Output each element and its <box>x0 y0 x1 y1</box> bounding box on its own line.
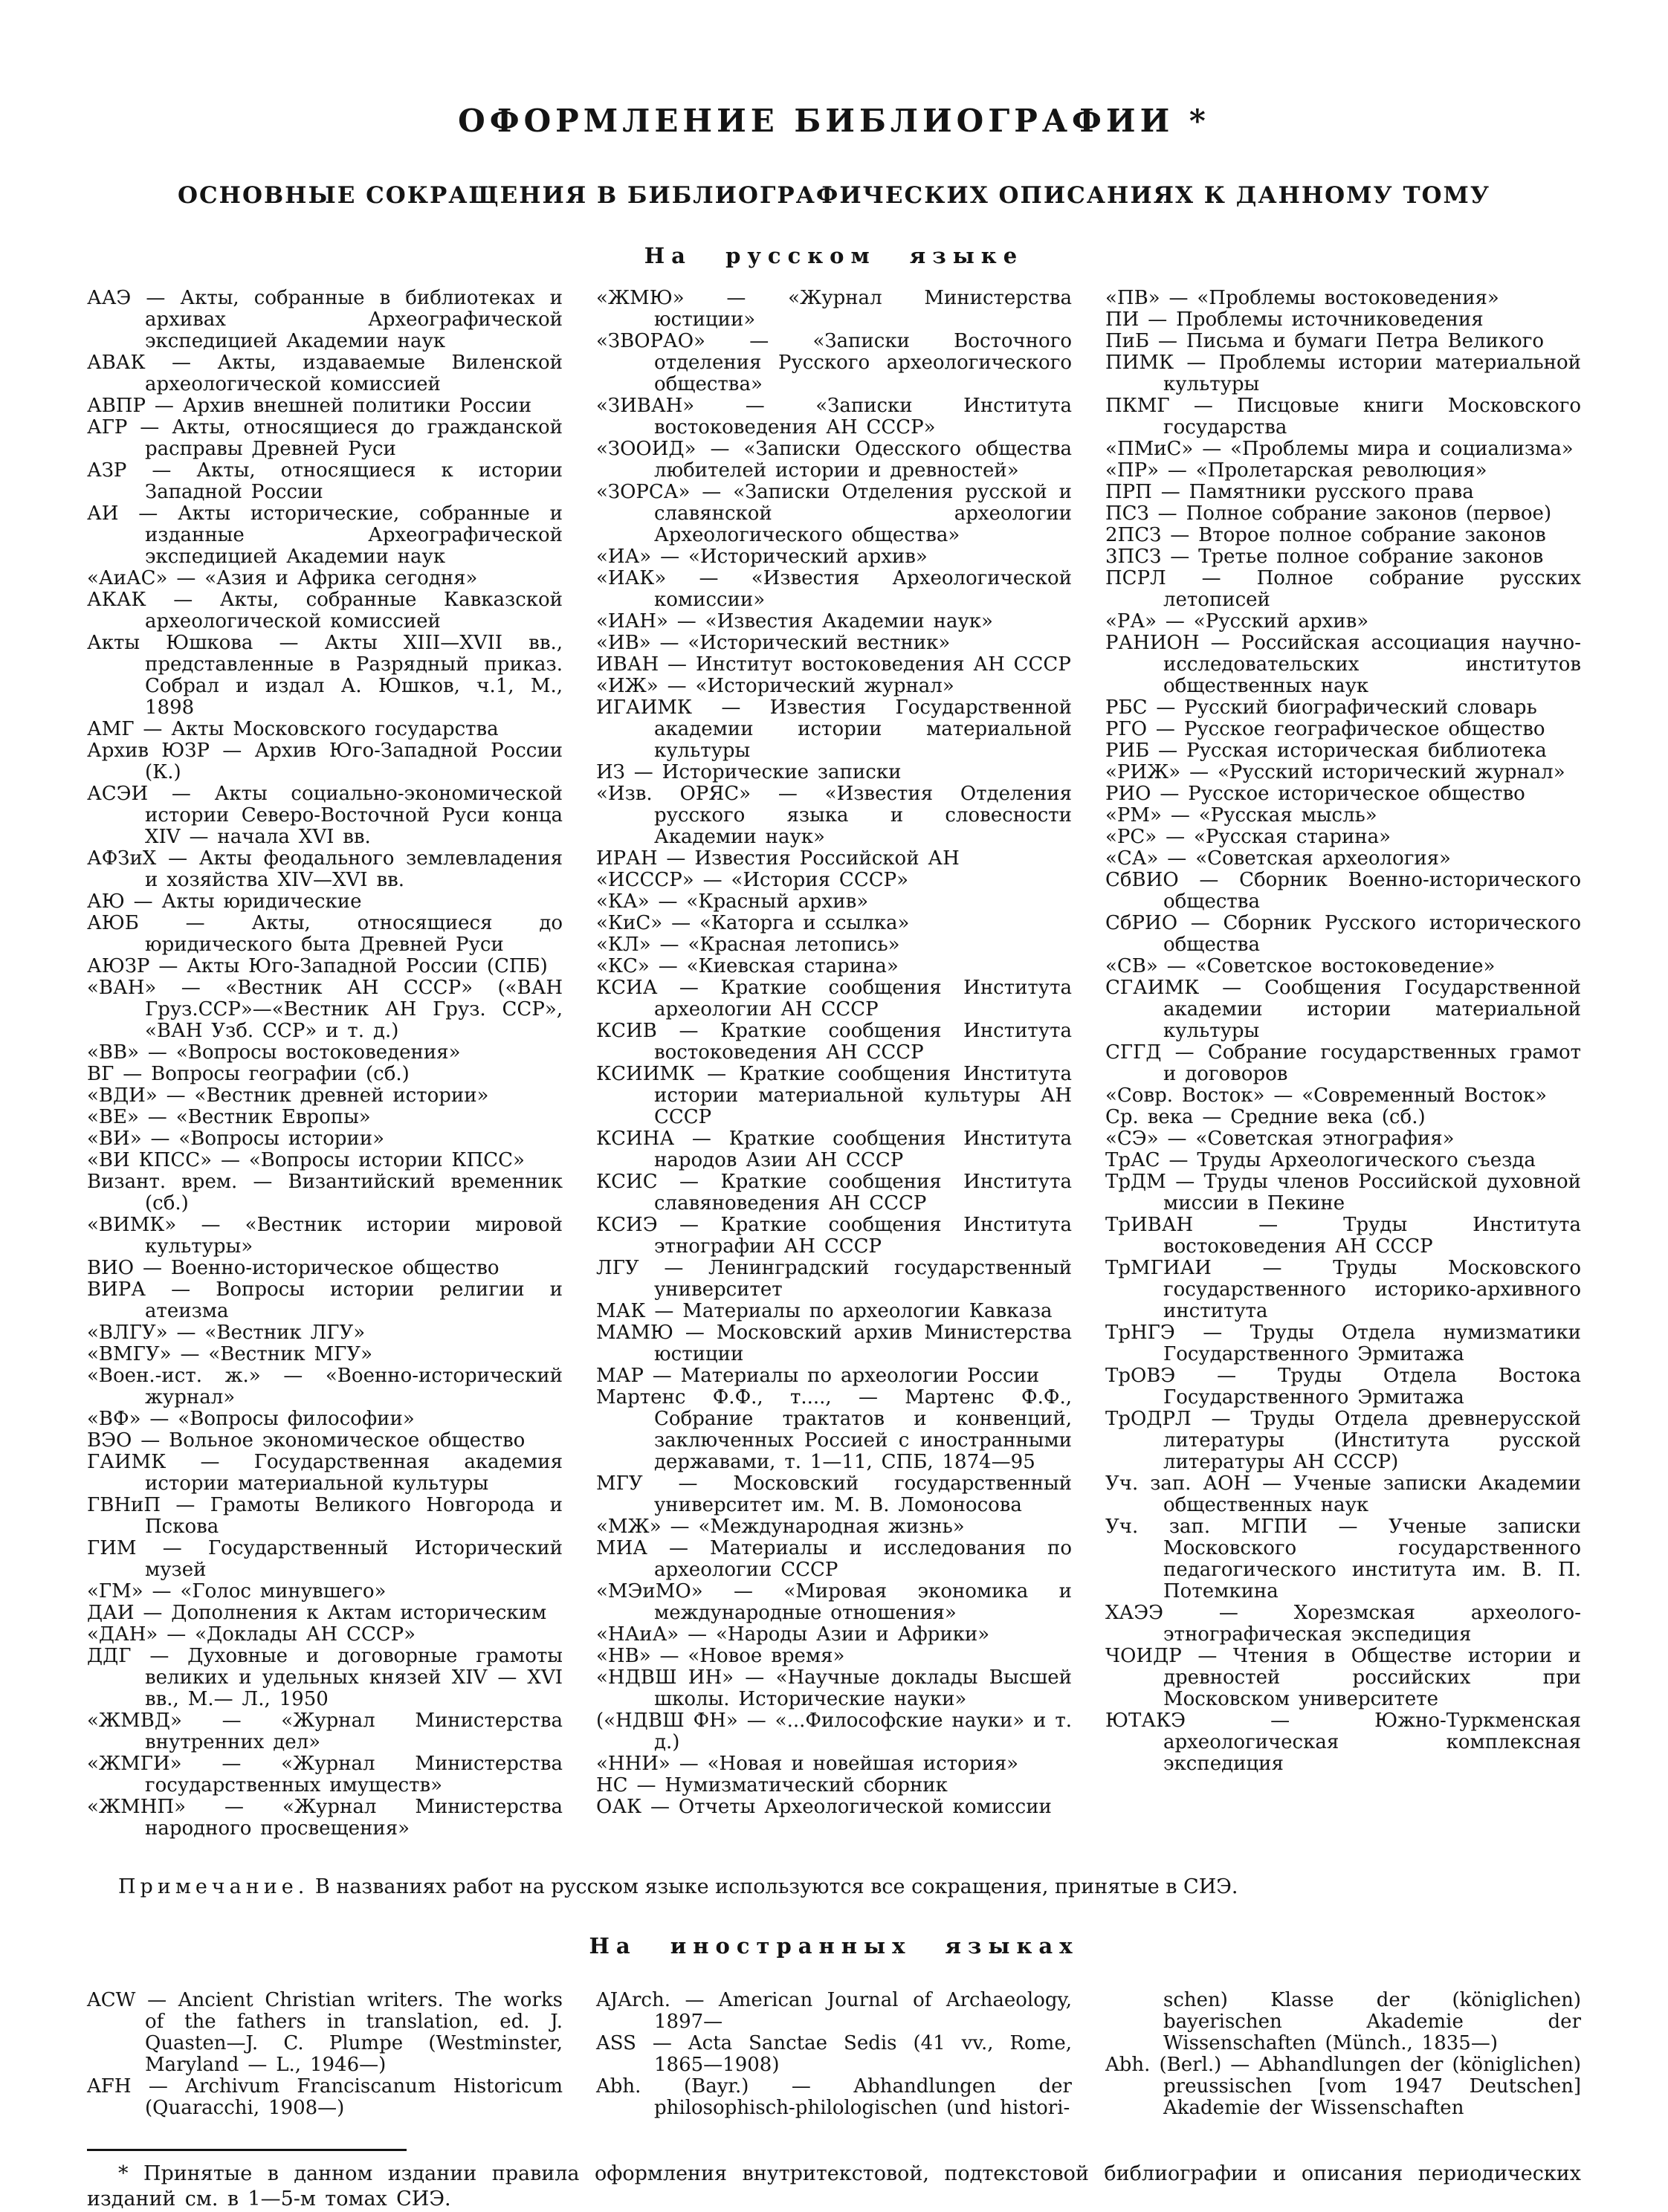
section-heading-foreign: На иностранных языках <box>589 1933 1079 1959</box>
list-item: СГАИМК — Сообщения Государственной академии истории материальной культуры <box>1105 977 1581 1042</box>
list-item: «ВВ» — «Вопросы востоковедения» <box>87 1041 461 1064</box>
list-item: АВПР — Архив внешней политики России <box>87 395 532 417</box>
list-item: КСИА — Краткие сообщения Института археологии АН СССР <box>596 977 1072 1021</box>
list-item: «ПМиС» — «Проблемы мира и социализма» <box>1105 438 1574 460</box>
list-item: ТрОВЭ — Труды Отдела Востока Государственного Эрмитажа <box>1105 1365 1581 1409</box>
list-item: «НАиА» — «Народы Азии и Африки» <box>596 1623 990 1646</box>
list-item: ТрОДРЛ — Труды Отдела древнерусской литературы (Института русской литературы АН СССР) <box>1105 1408 1581 1473</box>
list-item: «ИВ» — «Исторический вестник» <box>596 632 951 654</box>
list-item: Abh. (Berl.) — Abhandlungen der (königlichen) preussischen [vom 1947 Deutschen] Akademie der Wissenschaften <box>1105 2054 1581 2119</box>
list-item: АЮЗР — Акты Юго-Западной России (СПБ) <box>87 955 548 977</box>
list-item: «ЖМВД» — «Журнал Министерства внутренних дел» <box>87 1710 563 1753</box>
list-item: ОАК — Отчеты Археологической комиссии <box>596 1796 1052 1818</box>
list-item: «ИСССР» — «История СССР» <box>596 869 909 891</box>
note <box>87 1875 1581 1899</box>
list-item: ААЭ — Акты, собранные в библиотеках и архивах Археографической экспедицией Академии наук <box>87 287 563 352</box>
list-item: КСИНА — Краткие сообщения Института народов Азии АН СССР <box>596 1128 1072 1171</box>
list-item: «СА» — «Советская археология» <box>1105 847 1451 870</box>
list-item: 2ПСЗ — Второе полное собрание законов <box>1105 524 1546 546</box>
list-item: 3ПСЗ — Третье полное собрание законов <box>1105 546 1544 568</box>
russian-abbreviation-columns <box>87 288 1581 1840</box>
list-item: КСИИМК — Краткие сообщения Института истории материальной культуры АН СССР <box>596 1063 1072 1128</box>
list-item: «ВМГУ» — «Вестник МГУ» <box>87 1343 373 1365</box>
page-subtitle: ОСНОВНЫЕ СОКРАЩЕНИЯ В БИБЛИОГРАФИЧЕСКИХ ОПИСАНИЯХ К ДАННОМУ ТОМУ <box>177 182 1490 209</box>
list-item: «РИЖ» — «Русский исторический журнал» <box>1105 761 1565 783</box>
list-item: «ЖМЮ» — «Журнал Министерства юстиции» <box>596 287 1072 331</box>
abbreviation-column-2 <box>596 288 1072 1840</box>
list-item: АМГ — Акты Московского государства <box>87 718 499 740</box>
note-label: Примечание. <box>118 1875 309 1898</box>
list-item: «НДВШ ИН» — «Научные доклады Высшей школы. Исторические науки» <box>596 1666 1072 1710</box>
list-item: «КиС» — «Каторга и ссылка» <box>596 912 910 934</box>
list-item: ГВНиП — Грамоты Великого Новгорода и Пскова <box>87 1494 563 1538</box>
list-item: ASS — Acta Sanctae Sedis (41 vv., Rome, 1865—1908) <box>596 2032 1072 2076</box>
list-item: «ВЕ» — «Вестник Европы» <box>87 1106 371 1128</box>
list-item: МИА — Материалы и исследования по археологии СССР <box>596 1537 1072 1581</box>
list-item: ПРП — Памятники русского права <box>1105 481 1474 503</box>
list-item: «ИАН» — «Известия Академии наук» <box>596 610 993 633</box>
list-item: ИЗ — Исторические записки <box>596 761 902 783</box>
list-item: КСИВ — Краткие сообщения Института востоковедения АН СССР <box>596 1020 1072 1064</box>
list-item: МАМЮ — Московский архив Министерства юстиции <box>596 1322 1072 1365</box>
list-item: «ИЖ» — «Исторический журнал» <box>596 675 954 697</box>
list-item: «Воен.-ист. ж.» — «Военно-исторический журнал» <box>87 1365 563 1409</box>
note-text: В названиях работ на русском языке используются все сокращения, принятые в СИЭ. <box>314 1875 1238 1898</box>
list-item: АЮ — Акты юридические <box>87 890 362 913</box>
list-item: «ГМ» — «Голос минувшего» <box>87 1580 387 1603</box>
list-item: «ВЛГУ» — «Вестник ЛГУ» <box>87 1322 366 1344</box>
list-item: Мартенс Ф.Ф., т...., — Мартенс Ф.Ф., Собрание трактатов и конвенций, заключенных Россией с иностранными державами, т. 1—11, СПБ, 1874—95 <box>596 1386 1072 1473</box>
list-item: «ВИ КПСС» — «Вопросы истории КПСС» <box>87 1149 525 1171</box>
list-item: КСИС — Краткие сообщения Института славяноведения АН СССР <box>596 1171 1072 1215</box>
list-item: Уч. зап. МГПИ — Ученые записки Московского государственного педагогического института им. В. П. Потемкина <box>1105 1516 1581 1603</box>
list-item: ДАИ — Дополнения к Актам историческим <box>87 1602 547 1624</box>
list-item: «КЛ» — «Красная летопись» <box>596 934 900 956</box>
list-item: «ВИ» — «Вопросы истории» <box>87 1128 384 1150</box>
list-item: АФЗиХ — Акты феодального землевладения и хозяйства XIV—XVI вв. <box>87 847 563 891</box>
list-item: ТрМГИАИ — Труды Московского государственного историко-архивного института <box>1105 1257 1581 1322</box>
list-item: «ВИМК» — «Вестник истории мировой культуры» <box>87 1214 563 1258</box>
list-item: «МЭиМО» — «Мировая экономика и международные отношения» <box>596 1580 1072 1624</box>
list-item: «ННИ» — «Новая и новейшая история» <box>596 1753 1019 1775</box>
list-item: ДДГ — Духовные и договорные грамоты великих и удельных князей XIV — XVI вв., М.— Л., 1950 <box>87 1645 563 1710</box>
list-item: МАК — Материалы по археологии Кавказа <box>596 1300 1053 1322</box>
list-item: «ВДИ» — «Вестник древней истории» <box>87 1084 489 1107</box>
list-item: ВИО — Военно-историческое общество <box>87 1257 500 1279</box>
list-item: ПИ — Проблемы источниковедения <box>1105 308 1484 331</box>
list-item: «КА» — «Красный архив» <box>596 890 869 913</box>
list-item: ПИМК — Проблемы истории материальной культуры <box>1105 352 1581 395</box>
list-item: АКАК — Акты, собранные Кавказской археологической комиссией <box>87 589 563 633</box>
list-item: ГИМ — Государственный Исторический музей <box>87 1537 563 1581</box>
list-item: НС — Нумизматический сборник <box>596 1774 948 1797</box>
foreign-column-2 <box>596 1990 1072 2119</box>
list-item: ВЭО — Вольное экономическое общество <box>87 1429 526 1452</box>
list-item: «ЗООИД» — «Записки Одесского общества любителей истории и древностей» <box>596 438 1072 482</box>
list-item: Уч. зап. АОН — Ученые записки Академии общественных наук <box>1105 1472 1581 1516</box>
list-item: ТрАС — Труды Археологического съезда <box>1105 1149 1536 1171</box>
list-item: «МЖ» — «Международная жизнь» <box>596 1516 965 1538</box>
list-item: АСЭИ — Акты социально-экономической истории Северо-Восточной Руси конца XIV — начала XVI вв. <box>87 783 563 848</box>
list-item: СбВИО — Сборник Военно-исторического общества <box>1105 869 1581 913</box>
abbreviation-column-1 <box>87 288 563 1840</box>
list-item: РГО — Русское географическое общество <box>1105 718 1545 740</box>
list-item: «РМ» — «Русская мысль» <box>1105 804 1377 827</box>
footnote-rule <box>87 2149 407 2151</box>
section-heading-russian: На русском языке <box>644 243 1024 268</box>
list-item: «ИА» — «Исторический архив» <box>596 546 928 568</box>
list-item: «ПР» — «Пролетарская революция» <box>1105 459 1487 482</box>
list-item: ТрИВАН — Труды Института востоковедения АН СССР <box>1105 1214 1581 1258</box>
list-item: ТрНГЭ — Труды Отдела нумизматики Государственного Эрмитажа <box>1105 1322 1581 1365</box>
list-item: «СВ» — «Советское востоковедение» <box>1105 955 1496 977</box>
list-item: ИВАН — Институт востоковедения АН СССР <box>596 653 1071 676</box>
list-item: «НВ» — «Новое время» <box>596 1645 845 1667</box>
list-item: Акты Юшкова — Акты XIII—XVII вв., представленные в Разрядный приказ. Собрал и издал А. Юшков, ч.1, М., 1898 <box>87 632 563 719</box>
list-item: AJArch. — American Journal of Archaeology, 1897— <box>596 1989 1072 2033</box>
footnote-block <box>87 2149 1581 2212</box>
list-item: Визант. врем. — Византийский временник (сб.) <box>87 1171 563 1215</box>
list-item: РАНИОН — Российская ассоциация научно-исследовательских институтов общественных наук <box>1105 632 1581 697</box>
list-item: «АиАС» — «Азия и Африка сегодня» <box>87 567 478 589</box>
list-item: АЗР — Акты, относящиеся к истории Западной России <box>87 459 563 503</box>
list-item: Архив ЮЗР — Архив Юго-Западной России (К.) <box>87 740 563 783</box>
page-title: ОФОРМЛЕНИЕ БИБЛИОГРАФИИ * <box>458 103 1210 139</box>
list-item: ИРАН — Известия Российской АН <box>596 847 960 870</box>
list-item: ХАЭЭ — Хорезмская археолого-этнографическая экспедиция <box>1105 1602 1581 1646</box>
list-item: «ЗОРСА» — «Записки Отделения русской и славянской археологии Археологического общества» <box>596 481 1072 546</box>
list-item: «ИАК» — «Известия Археологической комиссии» <box>596 567 1072 611</box>
list-item: «СЭ» — «Советская этнография» <box>1105 1128 1455 1150</box>
list-item: «ЖМНП» — «Журнал Министерства народного просвещения» <box>87 1796 563 1840</box>
list-item: ВИРА — Вопросы истории религии и атеизма <box>87 1278 563 1322</box>
list-item: МГУ — Московский государственный университет им. М. В. Ломоносова <box>596 1472 1072 1516</box>
list-item: ПиБ — Письма и бумаги Петра Великого <box>1105 330 1545 352</box>
list-item: РБС — Русский биографический словарь <box>1105 696 1537 719</box>
list-item: ЮТАКЭ — Южно-Туркменская археологическая комплексная экспедиция <box>1105 1710 1581 1775</box>
list-item: «РА» — «Русский архив» <box>1105 610 1369 633</box>
list-item: РИБ — Русская историческая библиотека <box>1105 740 1547 762</box>
list-item: ПСРЛ — Полное собрание русских летописей <box>1105 567 1581 611</box>
list-item: АГР — Акты, относящиеся до гражданской расправы Древней Руси <box>87 416 563 460</box>
list-item: ИГАИМК — Известия Государственной академии истории материальной культуры <box>596 696 1072 762</box>
list-item: «Совр. Восток» — «Современный Восток» <box>1105 1084 1548 1107</box>
list-item: АВАК — Акты, издаваемые Виленской археологической комиссией <box>87 352 563 395</box>
list-item: РИО — Русское историческое общество <box>1105 783 1525 805</box>
list-item: ВГ — Вопросы географии (сб.) <box>87 1063 410 1085</box>
list-item: «Изв. ОРЯС» — «Известия Отделения русского языка и словесности Академии наук» <box>596 783 1072 848</box>
list-item: «ВФ» — «Вопросы философии» <box>87 1408 415 1430</box>
list-item: МАР — Материалы по археологии России <box>596 1365 1040 1387</box>
list-item: «РС» — «Русская старина» <box>1105 826 1391 848</box>
list-item: КСИЭ — Краткие сообщения Института этнографии АН СССР <box>596 1214 1072 1258</box>
list-item: СГГД — Собрание государственных грамот и договоров <box>1105 1041 1581 1085</box>
list-item: АИ — Акты исторические, собранные и изданные Археографической экспедицией Академии наук <box>87 502 563 568</box>
list-item: «ЖМГИ» — «Журнал Министерства государственных имуществ» <box>87 1753 563 1797</box>
list-item: ЧОИДР — Чтения в Обществе истории и древностей российских при Московском университете <box>1105 1645 1581 1710</box>
list-item: «ВАН» — «Вестник АН СССР» («ВАН Груз.ССР»—«Вестник АН Груз. ССР», «ВАН Узб. ССР» и т. д.) <box>87 977 563 1042</box>
list-item: schen) Klasse der (königlichen) bayerischen Akademie der Wissenschaften (Münch., 1835—) <box>1163 1989 1581 2054</box>
list-item: «ДАН» — «Доклады АН СССР» <box>87 1623 416 1646</box>
list-item: «КС» — «Киевская старина» <box>596 955 899 977</box>
list-item: AFH — Archivum Franciscanum Historicum (Quaracchi, 1908—) <box>87 2075 563 2119</box>
list-item: «ПВ» — «Проблемы востоковедения» <box>1105 287 1499 309</box>
list-item: АЮБ — Акты, относящиеся до юридического быта Древней Руси <box>87 912 563 956</box>
list-item: «ЗВОРАО» — «Записки Восточного отделения Русского археологического общества» <box>596 330 1072 395</box>
footnote: * Принятые в данном издании правила оформления внутритекстовой, подтекстовой библиографии и описания периодических изданий см. в 1—5-м томах СИЭ. <box>87 2162 1581 2211</box>
list-item: ЛГУ — Ленинградский государственный университет <box>596 1257 1072 1301</box>
list-item: ACW — Ancient Christian writers. The works of the fathers in translation, ed. J. Quasten—J. C. Plumpe (Westminster, Maryland — L., 1946—) <box>87 1989 563 2076</box>
list-item: ГАИМК — Государственная академия истории материальной культуры <box>87 1451 563 1495</box>
abbreviation-column-3 <box>1105 288 1581 1840</box>
list-item: СбРИО — Сборник Русского исторического общества <box>1105 912 1581 956</box>
list-item: («НДВШ ФН» — «...Философские науки» и т. д.) <box>596 1710 1072 1753</box>
list-item: Abh. (Bayr.) — Abhandlungen der philosophisch-philologischen (und histori- <box>596 2075 1072 2119</box>
foreign-abbreviation-columns <box>87 1990 1581 2119</box>
list-item: ПСЗ — Полное собрание законов (первое) <box>1105 502 1552 525</box>
list-item: «ЗИВАН» — «Записки Института востоковедения АН СССР» <box>596 395 1072 439</box>
list-item: ТрДМ — Труды членов Российской духовной миссии в Пекине <box>1105 1171 1581 1215</box>
list-item: Ср. века — Средние века (сб.) <box>1105 1106 1426 1128</box>
list-item: ПКМГ — Писцовые книги Московского государства <box>1105 395 1581 439</box>
foreign-column-1 <box>87 1990 563 2119</box>
foreign-column-3 <box>1105 1990 1581 2119</box>
